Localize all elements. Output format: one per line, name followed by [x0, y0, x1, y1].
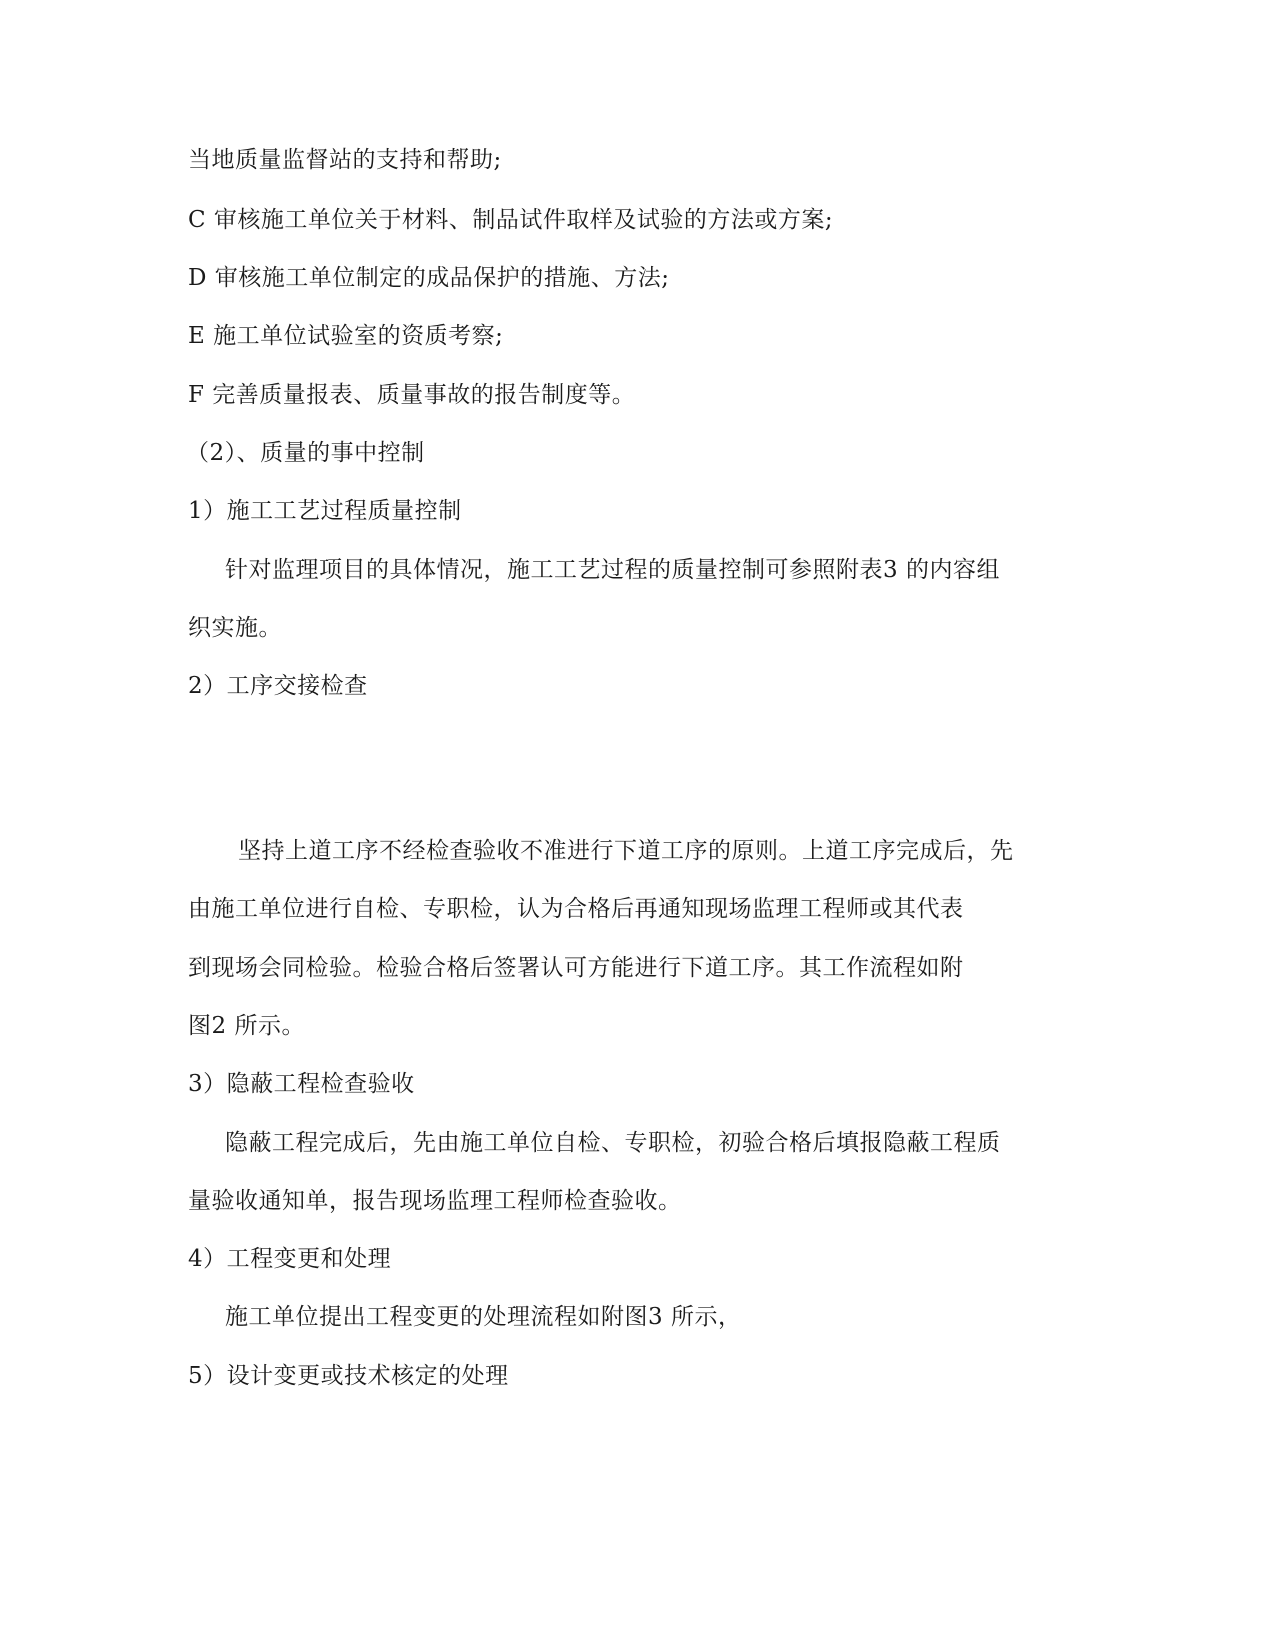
list-item-e: E 施工单位试验室的资质考察; [188, 323, 504, 349]
paragraph-line: 量验收通知单，报告现场监理工程师检查验收。 [188, 1188, 682, 1214]
section-heading: （2）、质量的事中控制 [186, 440, 425, 466]
subsection-heading-2: 2）工序交接检查 [188, 673, 368, 699]
paragraph-line: 图2 所示。 [188, 1013, 305, 1039]
subsection-heading-5: 5）设计变更或技术核定的处理 [188, 1363, 509, 1389]
text-line: 当地质量监督站的支持和帮助; [188, 147, 502, 173]
subsection-heading-3: 3）隐蔽工程检查验收 [188, 1071, 415, 1097]
paragraph-line: 针对监理项目的具体情况，施工工艺过程的质量控制可参照附表3 的内容组 [225, 557, 1000, 583]
paragraph-line: 到现场会同检验。检验合格后签署认可方能进行下道工序。其工作流程如附 [188, 955, 964, 981]
list-item-f: F 完善质量报表、质量事故的报告制度等。 [188, 382, 636, 408]
paragraph-line: 坚持上道工序不经检查验收不准进行下道工序的原则。上道工序完成后，先 [238, 838, 1014, 864]
subsection-heading-4: 4）工程变更和处理 [188, 1246, 392, 1272]
subsection-heading-1: 1）施工工艺过程质量控制 [188, 498, 462, 524]
paragraph-line: 由施工单位进行自检、专职检，认为合格后再通知现场监理工程师或其代表 [188, 896, 964, 922]
paragraph-line: 织实施。 [188, 615, 282, 641]
paragraph-line: 施工单位提出工程变更的处理流程如附图3 所示， [225, 1304, 742, 1330]
list-item-d: D 审核施工单位制定的成品保护的措施、方法; [188, 265, 670, 291]
paragraph-line: 隐蔽工程完成后，先由施工单位自检、专职检，初验合格后填报隐蔽工程质 [225, 1130, 1001, 1156]
list-item-c: C 审核施工单位关于材料、制品试件取样及试验的方法或方案; [188, 207, 834, 233]
